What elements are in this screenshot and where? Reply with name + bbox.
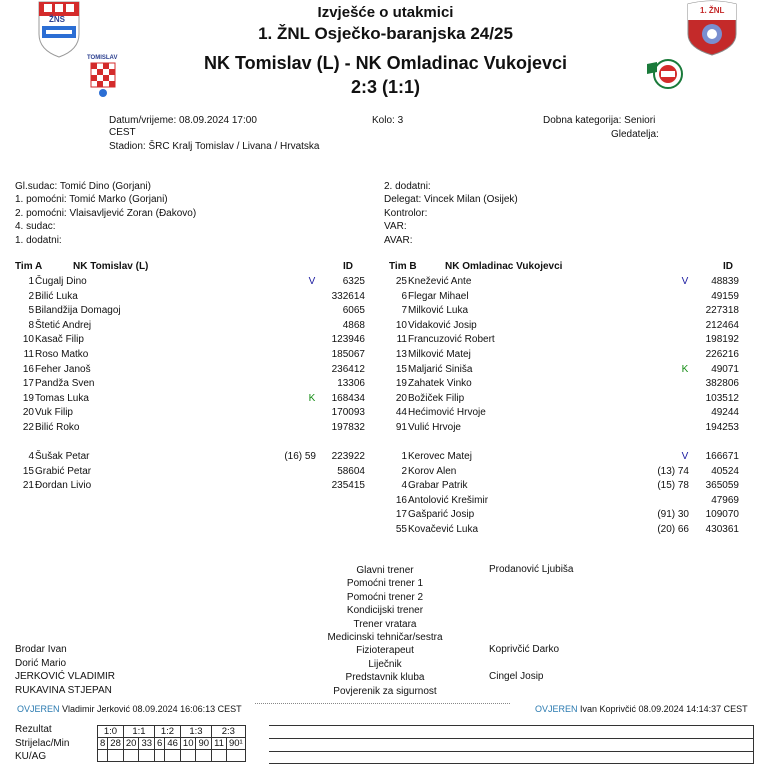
player-id: 236412 <box>331 363 365 375</box>
staff-team-b: Cingel Josip <box>489 671 544 683</box>
stadium-value: ŠRC Kralj Tomislav / Livana / Hrvatska <box>148 141 320 152</box>
player-name: Čugalj Dino <box>35 276 87 287</box>
scorer-cell: 8 <box>98 738 108 750</box>
verification-divider-left <box>255 703 510 704</box>
scorer-cell: 90 <box>196 738 212 750</box>
verification-right <box>535 704 748 714</box>
player-id: 123946 <box>331 334 365 346</box>
player-id: 47969 <box>711 494 739 506</box>
staff-role: Glavni trener <box>356 565 414 576</box>
player-id: 212464 <box>705 319 739 331</box>
datetime-value: 08.09.2024 17:00 <box>179 115 257 126</box>
staff-role: Liječnik <box>368 658 402 670</box>
player-number: 2 <box>28 290 34 302</box>
zns-logo-text: ŽNS <box>49 15 65 24</box>
player-id: 103512 <box>705 392 739 404</box>
staff-team-b: Koprivčić Darko <box>489 644 560 656</box>
player-id: 198192 <box>705 334 739 346</box>
player-id: 4868 <box>342 319 365 331</box>
player-name: Bilić Roko <box>35 422 80 433</box>
match-title: NK Tomislav (L) - NK Omladinac Vukojevci <box>203 53 568 73</box>
player-id: 109070 <box>705 509 739 521</box>
player-number: 25 <box>395 276 407 287</box>
round <box>372 115 403 126</box>
player-name: Kasač Filip <box>35 334 84 346</box>
age-category <box>543 115 655 126</box>
match-score: 2:3 (1:1) <box>350 77 421 97</box>
player-name: Zahatek Vinko <box>408 378 472 390</box>
player-number: 5 <box>28 305 34 317</box>
score-grid-extension <box>269 725 754 764</box>
ku-cell <box>108 750 124 762</box>
player-number: 19 <box>395 378 407 390</box>
ku-cell <box>123 750 139 762</box>
scorer-cell: 6 <box>155 738 165 750</box>
player-row <box>0 363 771 377</box>
player-number: 17 <box>22 378 34 390</box>
official-right: Delegat: Vincek Milan (Osijek) <box>384 194 518 206</box>
player-number: 15 <box>22 465 34 477</box>
staff-role: Pomoćni trener 2 <box>346 591 424 603</box>
player-row <box>0 494 771 508</box>
player-id: 332614 <box>331 290 365 302</box>
player-name: Maljarić Siniša <box>408 363 473 375</box>
player-name: Grabić Petar <box>35 465 92 477</box>
player-row <box>0 523 771 537</box>
player-name: Milković Matej <box>408 349 471 360</box>
player-row <box>0 508 771 522</box>
scorer-cell: 20 <box>123 738 139 750</box>
player-row <box>0 319 771 333</box>
spectators <box>611 129 659 140</box>
verified-text-right: Ivan Koprivčić 08.09.2024 14:14:37 CEST <box>580 704 748 714</box>
staff-team-a: Brodar Ivan <box>15 644 67 656</box>
staff-team-a: RUKAVINA STJEPAN <box>15 684 112 696</box>
player-name: Božiček Filip <box>408 392 465 404</box>
player-name: Kovačević Luka <box>408 524 479 535</box>
player-number: 4 <box>401 480 407 492</box>
official-left: 4. sudac: <box>15 221 56 233</box>
timezone: CEST <box>109 127 136 138</box>
player-id: 197832 <box>331 422 365 433</box>
staff-role: Pomoćni trener 1 <box>346 578 424 590</box>
player-name: Antolović Krešimir <box>408 494 489 506</box>
official-left: 1. pomoćni: Tomić Marko (Gorjani) <box>15 194 168 206</box>
player-id: 6065 <box>342 305 365 317</box>
player-id: 6325 <box>342 276 365 287</box>
team-b-name: NK Omladinac Vukojevci <box>445 261 563 272</box>
player-row <box>0 304 771 318</box>
player-row <box>0 479 771 493</box>
staff-role: Kondicijski trener <box>346 605 424 617</box>
player-name: Feher Janoš <box>35 363 91 375</box>
player-name: Hećimović Hrvoje <box>408 407 486 419</box>
player-id: 227318 <box>705 305 739 317</box>
player-row <box>0 465 771 479</box>
team-b-id-header: ID <box>723 261 733 272</box>
player-row <box>0 421 771 435</box>
datetime <box>109 115 257 126</box>
player-id: 365059 <box>705 480 739 492</box>
player-number: 2 <box>401 465 407 477</box>
staff-team-a: Dorić Mario <box>15 657 67 669</box>
player-number: 21 <box>22 480 34 492</box>
stadium <box>109 141 319 152</box>
age-value: Seniori <box>624 115 656 126</box>
player-id: 13306 <box>337 378 365 390</box>
score-table <box>97 725 246 762</box>
staff-role: Medicinski tehničar/sestra <box>327 632 443 643</box>
staff-team-b: Prodanović Ljubiša <box>489 564 574 575</box>
player-number: 15 <box>395 363 407 375</box>
spectators-label: Gledatelja: <box>611 129 659 140</box>
player-name: Gašparić Josip <box>408 509 475 521</box>
player-number: 11 <box>396 334 407 346</box>
ku-cell <box>139 750 155 762</box>
player-name: Pandža Sven <box>35 378 95 390</box>
ku-cell <box>226 750 245 762</box>
player-number: 16 <box>22 363 34 375</box>
verification-left <box>17 704 244 714</box>
player-number: 55 <box>395 524 407 535</box>
player-number: 1 <box>401 451 407 462</box>
player-id: 58604 <box>337 465 365 477</box>
player-number: 16 <box>395 494 407 506</box>
player-name: Bilandžija Domagoj <box>35 305 121 317</box>
player-name: Roso Matko <box>35 349 89 360</box>
player-name: Đordan Livio <box>35 480 92 492</box>
scorer-cell: 28 <box>108 738 124 750</box>
player-name: Milković Luka <box>408 305 469 317</box>
player-sub: (13) 74 <box>657 465 689 477</box>
player-number: 13 <box>395 349 407 360</box>
player-id: 185067 <box>331 349 365 360</box>
age-label: Dobna kategorija: <box>543 115 622 126</box>
score-grid-line <box>269 738 753 739</box>
scorer-cell: 11 <box>212 738 227 750</box>
player-id: 49071 <box>711 363 739 375</box>
official-left: 1. dodatni: <box>15 234 62 246</box>
player-mark: K <box>308 392 316 404</box>
player-id: 170093 <box>331 407 365 419</box>
player-id: 226216 <box>705 349 739 360</box>
ku-cell <box>165 750 181 762</box>
player-row <box>0 450 771 464</box>
team-b-label: Tim B <box>389 261 417 272</box>
player-name: Vulić Hrvoje <box>408 422 461 433</box>
player-name: Tomas Luka <box>35 392 89 404</box>
player-name: Bilić Luka <box>35 290 78 302</box>
player-mark: V <box>308 276 316 287</box>
player-mark: V <box>681 276 689 287</box>
staff-role: Fizioterapeut <box>356 645 414 657</box>
official-right: VAR: <box>384 221 407 233</box>
player-number: 17 <box>395 509 407 521</box>
staff-role: Predstavnik kluba <box>345 672 425 684</box>
ku-cell <box>155 750 165 762</box>
score-cell: 1:3 <box>180 726 211 738</box>
round-value: 3 <box>397 115 404 126</box>
player-id: 49159 <box>711 290 739 302</box>
player-number: 44 <box>395 407 407 419</box>
player-row <box>0 290 771 304</box>
ku-cell <box>196 750 212 762</box>
player-mark: K <box>681 363 689 375</box>
player-sub: (16) 59 <box>284 451 316 462</box>
round-label: Kolo: <box>372 115 395 126</box>
player-number: 20 <box>395 392 407 404</box>
player-id: 49244 <box>711 407 739 419</box>
player-sub: (91) 30 <box>657 509 689 521</box>
ku-cell <box>98 750 108 762</box>
report-title: Izvješće o utakmici <box>317 4 454 21</box>
scorer-cell: 90¹ <box>226 738 245 750</box>
stadium-label: Stadion: <box>109 141 146 152</box>
official-right: AVAR: <box>384 234 413 246</box>
team-a-label: Tim A <box>15 261 43 272</box>
score-cell: 1:2 <box>155 726 181 738</box>
league-logo-text: 1. ŽNL <box>700 6 725 15</box>
player-row <box>0 406 771 420</box>
player-sub: (15) 78 <box>657 480 689 492</box>
player-name: Štetić Andrej <box>35 319 92 331</box>
verified-text-left: Vladimir Jerković 08.09.2024 16:06:13 CEST <box>62 704 242 714</box>
score-cell: 2:3 <box>212 726 246 738</box>
score-cell: 1:0 <box>98 726 124 738</box>
player-number: 19 <box>22 392 34 404</box>
player-number: 10 <box>395 319 407 331</box>
player-name: Šušak Petar <box>35 451 90 462</box>
player-row <box>0 275 771 289</box>
player-number: 22 <box>22 422 34 433</box>
player-id: 48839 <box>711 276 739 287</box>
team-a-id-header: ID <box>343 261 353 272</box>
player-name: Flegar Mihael <box>408 290 469 302</box>
player-mark: V <box>681 451 689 462</box>
scorer-cell: 10 <box>180 738 196 750</box>
team-a-name: NK Tomislav (L) <box>73 261 149 272</box>
player-number: 1 <box>28 276 34 287</box>
official-right: Kontrolor: <box>384 207 428 219</box>
player-id: 430361 <box>705 524 739 535</box>
player-id: 166671 <box>705 451 739 462</box>
player-name: Korov Alen <box>408 465 457 477</box>
official-right: 2. dodatni: <box>384 181 431 192</box>
player-sub: (20) 66 <box>657 524 689 535</box>
player-name: Vuk Filip <box>35 407 73 419</box>
official-left: Gl.sudac: Tomić Dino (Gorjani) <box>15 181 151 192</box>
player-name: Grabar Patrik <box>408 480 468 492</box>
scorer-cell: 33 <box>139 738 155 750</box>
player-number: 7 <box>401 305 407 317</box>
staff-role: Trener vratara <box>353 618 417 630</box>
player-row <box>0 348 771 362</box>
player-id: 168434 <box>331 392 365 404</box>
ku-cell <box>212 750 227 762</box>
league-title: 1. ŽNL Osječko-baranjska 24/25 <box>258 24 513 43</box>
datetime-label: Datum/vrijeme: <box>109 115 177 126</box>
player-id: 194253 <box>705 422 739 433</box>
ku-cell <box>180 750 196 762</box>
player-name: Francuzović Robert <box>408 334 495 346</box>
staff-team-a: JERKOVIĆ VLADIMIR <box>15 671 116 683</box>
score-grid-line <box>269 751 753 752</box>
scorer-cell: 46 <box>165 738 181 750</box>
verified-label-left: OVJEREN <box>17 704 60 714</box>
home-team-logo-text: TOMISLAV <box>87 55 118 61</box>
player-number: 91 <box>395 422 407 433</box>
player-row <box>0 392 771 406</box>
player-name: Kerovec Matej <box>408 451 472 462</box>
player-number: 20 <box>22 407 34 419</box>
staff-role: Povjerenik za sigurnost <box>333 685 437 697</box>
score-row-label-result: Rezultat <box>15 724 52 735</box>
player-id: 382806 <box>705 378 739 390</box>
player-name: Knežević Ante <box>408 276 472 287</box>
score-row-label-scorers: Strijelac/Min <box>15 738 70 749</box>
player-row <box>0 333 771 347</box>
score-cell: 1:1 <box>123 726 154 738</box>
player-id: 40524 <box>711 465 739 477</box>
player-number: 11 <box>23 349 34 360</box>
player-name: Vidaković Josip <box>408 319 477 331</box>
player-number: 6 <box>401 290 407 302</box>
player-row <box>0 377 771 391</box>
official-left: 2. pomoćni: Vlaisavljević Zoran (Đakovo) <box>15 207 197 219</box>
verified-label-right: OVJEREN <box>535 704 578 714</box>
score-row-label-ku: KU/AG <box>15 751 47 762</box>
player-number: 10 <box>22 334 34 346</box>
player-id: 223922 <box>331 451 365 462</box>
player-id: 235415 <box>331 480 365 492</box>
player-number: 4 <box>28 451 34 462</box>
player-number: 8 <box>28 319 34 331</box>
